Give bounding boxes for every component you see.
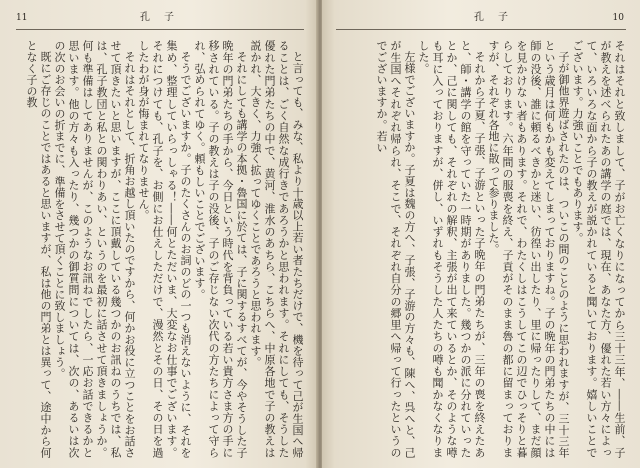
left-paragraph-5: 既にご存じのことではあると思いますが、私は他の門弟とは異って、途中から何となく子の教 xyxy=(25,40,52,458)
left-paragraph-3: そうでございますか。子のたくさんのお詞のどの一つも消えないように、それを集め、整理していらっしゃる！――何とただいま、大変なお仕事でございます。それにつけても、孔子を、お側にお仕えしただけで、漫然とその日、その日を過したわが身が悔まれてなりません。 xyxy=(137,40,192,458)
right-running-head: 孔子 xyxy=(474,12,522,23)
left-header-rule xyxy=(16,29,304,30)
left-page-header xyxy=(0,11,318,25)
right-paragraph-2: 子が御他界遊ばされたのは、ついこの間のことのように思われますが、三十三年という歳月は何もかも変えてしまっておりますね。子の晩年の門弟たちの中には師の没後、誰に頼るべきかと迷い、彷徨い出したり、里に帰ったりして、まだ顔を見かけない者もあります。それで、わたくしはこうしてこの辺でひっそりと暮らしております。六年間の服喪を終え、子貢がそのまま魯の都に留まっておりますが、それぞれ各地に散って参りました。 xyxy=(487,40,570,458)
left-paragraph-1: と言っても、みな、私より十歳以上若い者たちだけで、機を待って己が生国へ帰ることは、ごく自然な成行きであろうかと思われます。それにしても、そうした優れた門弟たちの中で、黄河、淮水のあちら、こちらへ、中原各地で子の教えは説かれ、大きく、力強く拡ってゆくことであろうと思われます。 xyxy=(249,40,304,458)
right-paragraph-3: それから子夏、子張、子游といった子晩年の門弟たちが、三年の喪を終えたあと、師・講学の館を守っていた一時期がありました。幾つかの派に分れていったとか、己に関しても、それぞれの解釈、主張が出て来ているとか、そのような噂も耳に入っておりますが、併し、いずれもそうした人たちの噂も聞かなくなりました。 xyxy=(417,40,486,458)
left-paragraph-2: それにしても講学の本拠・魯国に於ては、子に関するすべてが、今やそうした子晩年の門弟たちの手から、今日という時代を背負っている若い貴方さま方の手に移されている。子の教えは子の没後、子のご存じない次代の方たちによって守られ、弘められてゆく。頼もしいことでございます。 xyxy=(193,40,248,458)
right-body-text xyxy=(336,40,626,458)
right-page-number: 10 xyxy=(612,13,624,23)
left-running-head: 孔子 xyxy=(140,12,188,23)
right-paragraph-1: それはそれと致しまして、子がお亡くなりになってから三十三年、――生前、子が教えを述べられたあの講学の庭では、現在、あなた方、優れた若い方々によって、いろいろな面から子の教えが説かれていると聞いております。嬉しいことでございます。力強いことでもあります。 xyxy=(571,40,626,458)
right-paragraph-4: 左様でございますか。子夏は魏の方へ、子張、子游の方々も、陳へ、呉へと、己が生国へそれぞれ帰られ、そこで、それぞれ自分の郷里へ帰って行ったというのでございますか。若い xyxy=(375,40,416,458)
left-paragraph-4: それはそれとして、折角お越し頂いたのですから、何かお役に立つことをお話させて頂きたいと思いますが、ここに頂戴している幾つかのお訊ねのうちでは、私は、孔子教団と私との関わりあい、というのを最初に話させて頂きましょうか。何も準備はしてありませんが、このようなお訊ねでしたら、一応お話できるかと思います。他の方々も入ったり、幾つかの御質問については、次の、あるいは次の次のお会いの折までに、準備をさせて頂くことに致しましょう。 xyxy=(53,40,136,458)
left-page xyxy=(0,0,318,468)
left-page-number: 11 xyxy=(16,13,28,23)
left-body-text xyxy=(16,40,304,458)
right-page xyxy=(322,0,640,468)
right-header-rule xyxy=(336,29,626,30)
right-page-header xyxy=(322,11,640,25)
